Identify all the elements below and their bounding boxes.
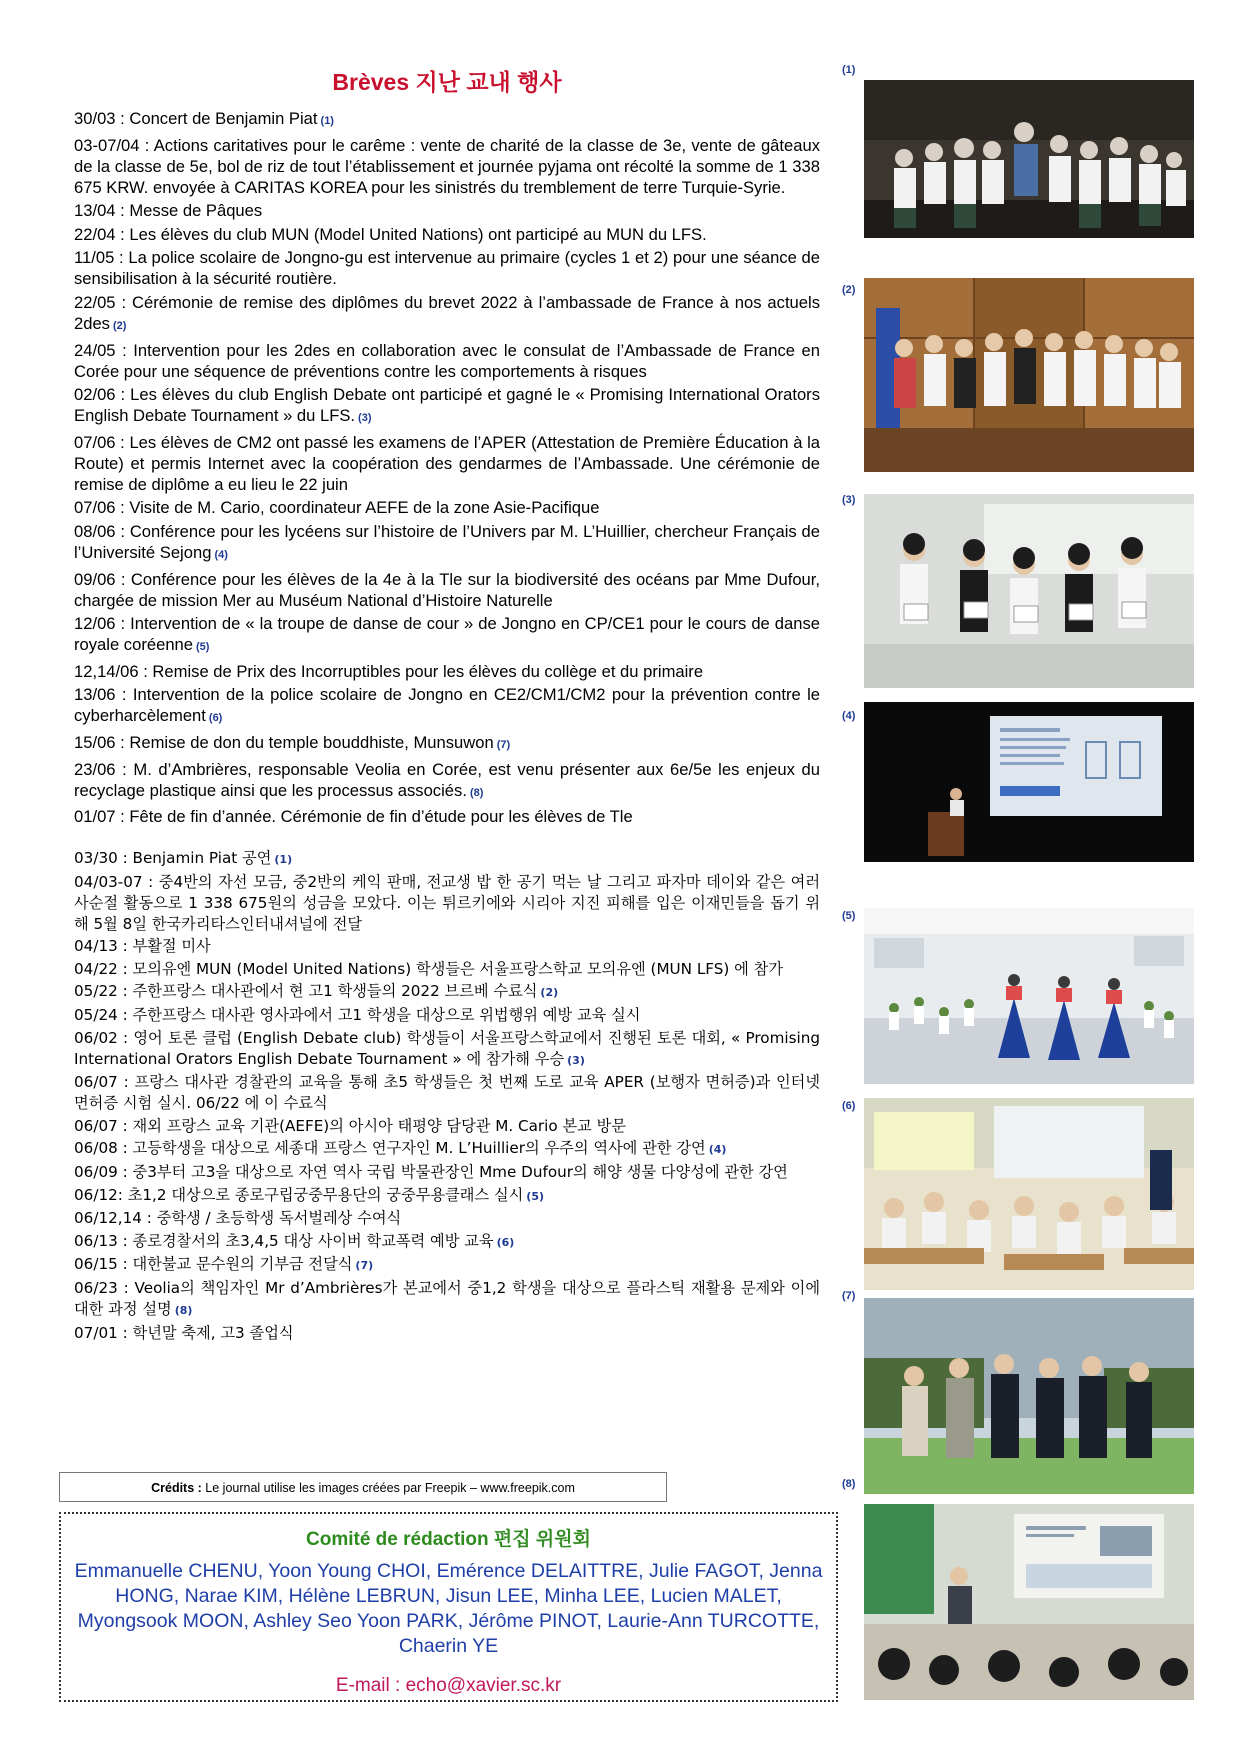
news-item-text: 07/06 : Visite de M. Cario, coordinateur AEFE de la zone Asie-Pacifique: [74, 498, 600, 518]
committee-title: Comité de rédaction 편집 위원회: [306, 1529, 591, 1550]
news-item-text: 03-07/04 : Actions caritatives pour le carême : vente de charité de la classe de 3e, vente de gâteaux de la classe de 5e, bol de riz de tout l’établissement et journée pyjama ont récolté la somme de 1 338 675 KRW. envoyée à CARITAS KOREA pour les sinistrés du tremblement de terre Turquie-Syrie.: [74, 135, 820, 197]
photo-reference: (2): [112, 319, 127, 332]
news-item-text: 09/06 : Conférence pour les élèves de la 4e à la Tle sur la biodiversité des océans par Mme Dufour, chargée de mission Mer au Muséum National d’Histoire Naturelle: [74, 569, 820, 610]
news-item-ko: [74, 1072, 820, 1114]
news-item-fr: [74, 661, 820, 682]
news-item-text: 12,14/06 : Remise de Prix des Incorruptibles pour les élèves du collège et du primaire: [74, 661, 704, 681]
news-item-text: 12/06 : Intervention de « la troupe de danse de cour » de Jongno en CP/CE1 pour le cours de danse royale coréenne: [74, 614, 820, 655]
news-item-text: 22/05 : Cérémonie de remise des diplômes du brevet 2022 à l’ambassade de France à nos actuels 2des: [74, 292, 820, 333]
french-news-list: [74, 108, 820, 830]
photo-reference: (6): [496, 1235, 515, 1249]
news-item-ko: [74, 1231, 820, 1253]
photo-reference: (2): [540, 986, 559, 1000]
news-item-fr: [74, 224, 820, 245]
committee-names: Emmanuelle CHENU, Yoon Young CHOI, Emérence DELAITTRE, Julie FAGOT, Jenna HONG, Narae KIM, Hélène LEBRUN, Jisun LEE, Minha LEE, Lucien MALET, Myongsook MOON, Ashley Seo Yoon PARK, Jérôme PINOT, Laurie-Ann TURCOTTE, Chaerin YE: [74, 1560, 823, 1657]
news-item-text: 06/08 : 고등학생을 대상으로 세종대 프랑스 연구자인 M. L’Huillier의 우주의 역사에 관한 강연: [74, 1139, 706, 1158]
photo-label-5: (5): [842, 910, 856, 922]
news-item-text: 23/06 : M. d’Ambrières, responsable Veolia en Corée, est venu présenter aux 6e/5e les enjeux du recyclage plastique ainsi que les processus associés.: [74, 759, 820, 800]
photo-conference: [864, 702, 1194, 862]
news-item-text: 30/03 : Concert de Benjamin Piat: [74, 109, 318, 128]
photo-reference: (4): [214, 548, 228, 561]
news-item-ko: [74, 959, 820, 980]
news-item-ko: [74, 936, 820, 957]
news-item-text: 06/12: 초1,2 대상으로 종로구립궁중무용단의 궁중무용클래스 실시: [74, 1185, 524, 1204]
news-item-text: 07/01 : 학년말 축제, 고3 졸업식: [74, 1323, 294, 1342]
news-item-text: 13/04 : Messe de Pâques: [74, 201, 263, 221]
photo-reference: (1): [274, 853, 293, 866]
photo-reference: (5): [196, 641, 210, 654]
news-item-text: 06/09 : 중3부터 고3을 대상으로 자연 역사 국립 박물관장인 Mme Dufour의 해양 생물 다양성에 관한 강연: [74, 1162, 788, 1181]
news-item-fr: [74, 732, 820, 756]
photo-diploma-ceremony: [864, 278, 1194, 472]
photo-temple-donation: [864, 1298, 1194, 1494]
news-item-text: 01/07 : Fête de fin d’année. Cérémonie de fin d’étude pour les élèves de Tle: [74, 807, 633, 827]
news-item-text: 06/15 : 대한불교 문수원의 기부금 전달식: [74, 1255, 353, 1274]
photo-label-8: (8): [842, 1478, 856, 1490]
news-item-fr: [74, 497, 820, 518]
photo-reference: (3): [567, 1053, 585, 1067]
news-item-fr: [74, 684, 820, 729]
news-item-fr: [74, 384, 820, 429]
news-item-fr: [74, 432, 820, 495]
news-item-text: 07/06 : Les élèves de CM2 ont passé les examens de l’APER (Attestation de Première Éducation à la Route) et permis Internet avec la coopération des gendarmes de l’Ambassade. Une cérémonie de remise de diplôme a eu lieu le 22 juin: [74, 432, 820, 494]
news-item-ko: [74, 1323, 820, 1344]
news-item-text: 05/22 : 주한프랑스 대사관에서 현 고1 학생들의 2022 브르베 수료식: [74, 982, 538, 1001]
news-item-text: 06/13 : 종로경찰서의 초3,4,5 대상 사이버 학교폭력 예방 교육: [74, 1231, 494, 1250]
news-item-text: 02/06 : Les élèves du club English Debate ont participé et gagné le « Promising International Orators English Debate Tournament » du LFS.: [74, 385, 820, 426]
news-item-text: 03/30 : Benjamin Piat 공연: [74, 849, 272, 867]
photo-court-dance: [864, 908, 1194, 1084]
photo-debate-winners: [864, 494, 1194, 688]
news-item-text: 11/05 : La police scolaire de Jongno-gu est intervenue au primaire (cycles 1 et 2) pour une séance de sensibilisation à la sécurité routière.: [74, 248, 820, 289]
news-item-text: 15/06 : Remise de don du temple bouddhiste, Munsuwon: [74, 732, 494, 752]
news-item-text: 08/06 : Conférence pour les lycéens sur l’histoire de l’Univers par M. L’Huillier, chercheur Français de l’Université Sejong: [74, 521, 820, 562]
photo-label-1: (1): [842, 64, 856, 76]
news-item-text: 05/24 : 주한프랑스 대사관 영사과에서 고1 학생을 대상으로 위법행위 예방 교육 실시: [74, 1005, 641, 1024]
news-item-fr: [74, 292, 820, 337]
page-title: Brèves 지난 교내 행사: [332, 69, 562, 95]
news-item-fr: [74, 247, 820, 289]
news-item-fr: [74, 135, 820, 198]
news-item-ko: [74, 1162, 820, 1183]
news-item-text: 06/07 : 재외 프랑스 교육 기관(AEFE)의 아시아 태평양 담당관 M. Cario 본교 방문: [74, 1116, 627, 1135]
news-item-ko: [74, 1278, 820, 1321]
photo-reference: (4): [708, 1143, 727, 1157]
news-item-text: 06/12,14 : 중학생 / 초등학생 독서벌레상 수여식: [74, 1209, 402, 1228]
news-item-fr: [74, 340, 820, 382]
news-item-text: 06/02 : 영어 토론 클럽 (English Debate club) 학생들이 서울프랑스학교에서 진행된 토론 대회, « Promising International Orators English Debate Tournament » 에 참가해 우승: [74, 1028, 820, 1068]
photo-reference: (6): [208, 712, 223, 725]
news-item-fr: [74, 521, 820, 566]
news-item-ko: [74, 1185, 820, 1207]
news-item-ko: [74, 872, 820, 935]
photo-reference: (5): [526, 1189, 545, 1203]
credits-label: Crédits :: [151, 1481, 202, 1495]
news-item-ko: [74, 1028, 820, 1071]
news-item-text: 04/13 : 부활절 미사: [74, 937, 211, 956]
photo-concert: [864, 80, 1194, 238]
photo-reference: (7): [355, 1259, 374, 1273]
photo-label-4: (4): [842, 710, 856, 722]
news-item-fr: [74, 108, 820, 132]
news-item-text: 06/23 : Veolia의 책임자인 Mr d’Ambrières가 본교에서 중1,2 학생을 대상으로 플라스틱 재활용 문제와 이에 대한 과정 설명: [74, 1278, 820, 1318]
photo-label-3: (3): [842, 494, 856, 506]
news-item-ko: [74, 1116, 820, 1137]
news-item-fr: [74, 200, 820, 221]
news-item-text: 24/05 : Intervention pour les 2des en collaboration avec le consulat de l’Ambassade de France en Corée pour une séquence de préventions contre les comportements à risques: [74, 340, 820, 381]
photo-label-2: (2): [842, 284, 856, 296]
photo-reference: (8): [174, 1303, 193, 1317]
news-item-ko: [74, 1208, 820, 1229]
editorial-committee-box: [59, 1512, 838, 1702]
news-item-ko: [74, 848, 820, 870]
photo-reference: (8): [469, 786, 484, 799]
news-item-ko: [74, 981, 820, 1003]
news-item-fr: [74, 613, 820, 658]
photo-label-6: (6): [842, 1100, 856, 1112]
news-item-text: 04/03-07 : 중4반의 자선 모금, 중2반의 케익 판매, 전교생 밥 한 공기 먹는 날 그리고 파자마 데이와 같은 여러 사순절 활동으로 1 338 675원의 성금을 모았다. 이는 튀르키에와 시리아 지진 피해를 입은 이재민들을 돕기 위해 5월 8일 한국카리타스인터내셔널에 전달: [74, 872, 820, 933]
news-item-ko: [74, 1138, 820, 1160]
photo-reference: (7): [496, 738, 511, 751]
photo-veolia-presentation: [864, 1504, 1194, 1700]
news-item-fr: [74, 806, 820, 827]
photo-label-7: (7): [842, 1290, 856, 1302]
korean-news-list: [74, 848, 820, 1345]
photo-reference: (1): [320, 115, 334, 127]
news-item-ko: [74, 1005, 820, 1026]
news-item-text: 22/04 : Les élèves du club MUN (Model United Nations) ont participé au MUN du LFS.: [74, 224, 707, 244]
news-item-text: 04/22 : 모의유엔 MUN (Model United Nations) 학생들은 서울프랑스학교 모의유엔 (MUN LFS) 에 참가: [74, 959, 784, 978]
news-item-text: 06/07 : 프랑스 대사관 경찰관의 교육을 통해 초5 학생들은 첫 번째 도로 교육 APER (보행자 면허증)과 인터넷 면허증 시험 실시. 06/22 에 이 수료식: [74, 1073, 820, 1113]
credits-box: [59, 1472, 667, 1502]
news-item-fr: [74, 759, 820, 804]
news-item-fr: [74, 569, 820, 611]
committee-email: E-mail : echo@xavier.sc.kr: [335, 1675, 562, 1696]
credits-text: Le journal utilise les images créées par Freepik – www.freepik.com: [201, 1481, 575, 1495]
news-item-text: 13/06 : Intervention de la police scolaire de Jongno en CE2/CM1/CM2 pour la prévention contre le cyberharcèlement: [74, 685, 820, 726]
photo-reference: (3): [358, 412, 372, 425]
news-item-ko: [74, 1254, 820, 1276]
photo-classroom-police: [864, 1098, 1194, 1290]
